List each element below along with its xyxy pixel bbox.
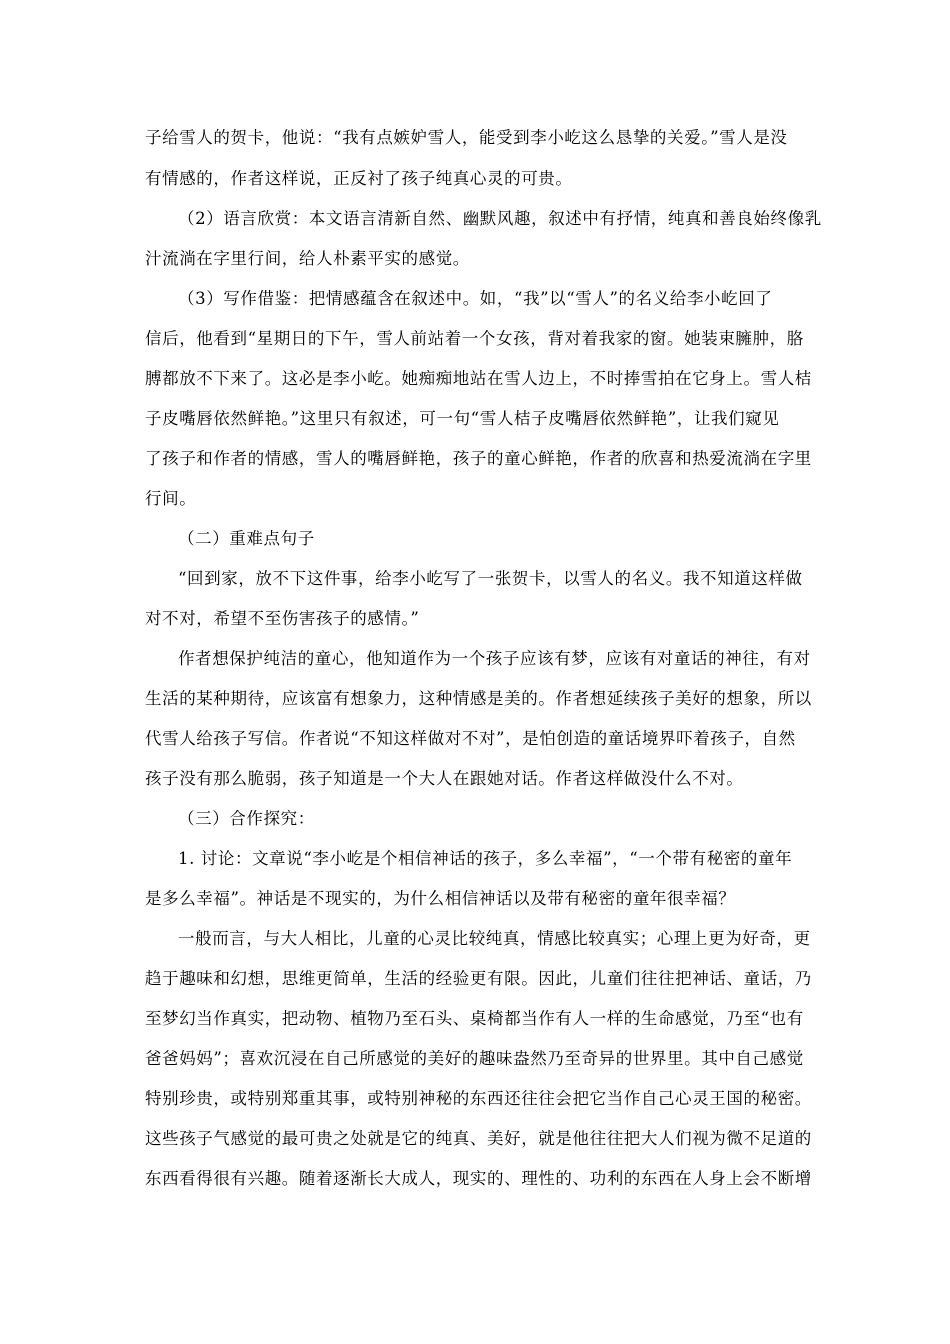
text-line: 子给雪人的贺卡，他说：“我有点嫉妒雪人，能受到李小屹这么恳挚的关爱。”雪人是没 (145, 128, 788, 147)
text-line: 汁流淌在字里行间，给人朴素平实的感觉。 (145, 249, 470, 268)
text-line: （2）语言欣赏：本文语言清新自然、幽默风趣，叙述中有抒情，纯真和善良始终像乳 (178, 209, 822, 228)
text-line: 信后，他看到“星期日的下午，雪人前站着一个女孩，背对着我家的窗。她装束臃肿，胳 (145, 329, 804, 348)
text-line: 了孩子和作者的情感，雪人的嘴唇鲜艳，孩子的童心鲜艳，作者的欣喜和热爱流淌在字里 (145, 449, 812, 468)
text-line: 子皮嘴唇依然鲜艳。”这里只有叙述，可一句“雪人桔子皮嘴唇依然鲜艳”，让我们窥见 (145, 409, 780, 428)
text-line: 东西看得很有兴趣。随着逐渐长大成人，现实的、理性的、功利的东西在人身上会不断增 (145, 1169, 812, 1188)
text-line: 生活的某种期待，应该富有想象力，这种情感是美的。作者想延续孩子美好的想象，所以 (145, 689, 812, 708)
text-line: 是多么幸福”。神话是不现实的，为什么相信神话以及带有秘密的童年很幸福？ (145, 889, 736, 908)
text-line: 膊都放不下来了。这必是李小屹。她痴痴地站在雪人边上，不时捧雪拍在它身上。雪人桔 (145, 369, 812, 388)
section-heading: （二）重难点句子 (178, 529, 315, 548)
text-line: 爸爸妈妈”；喜欢沉浸在自己所感觉的美好的趣味盎然乃至奇异的世界里。其中自己感觉 (145, 1049, 804, 1068)
text-line: 一般而言，与大人相比，儿童的心灵比较纯真，情感比较真实；心理上更为好奇，更 (178, 929, 811, 948)
text-line: 有情感的，作者这样说，正反衬了孩子纯真心灵的可贵。 (145, 169, 573, 188)
text-line: （3）写作借鉴：把情感蕴含在叙述中。如，“我”以“雪人”的名义给李小屹回了 (178, 289, 773, 308)
text-line: 代雪人给孩子写信。作者说“不知这样做对不对”，是怕创造的童话境界吓着孩子，自然 (145, 729, 796, 748)
text-line: 1. 讨论：文章说“李小屹是个相信神话的孩子，多么幸福”，“一个带有秘密的童年 (178, 849, 793, 868)
text-line: 至梦幻当作真实，把动物、植物乃至石头、桌椅都当作有人一样的生命感觉，乃至“也有 (145, 1009, 804, 1028)
text-line: 作者想保护纯洁的童心，他知道作为一个孩子应该有梦，应该有对童话的神往，有对 (178, 649, 811, 668)
text-line: 对不对，希望不至伤害孩子的感情。” (145, 609, 420, 628)
text-line: 孩子没有那么脆弱，孩子知道是一个大人在跟她对话。作者这样做没什么不对。 (145, 769, 744, 788)
text-line: 特别珍贵，或特别郑重其事，或特别神秘的东西还往往会把它当作自己心灵王国的秘密。 (145, 1089, 812, 1108)
text-line: “回到家，放不下这件事，给李小屹写了一张贺卡，以雪人的名义。我不知道这样做 (178, 569, 803, 588)
section-heading: （三）合作探究： (178, 809, 315, 828)
text-line: 行间。 (145, 489, 197, 508)
text-line: 趋于趣味和幻想，思维更简单，生活的经验更有限。因此，儿童们往往把神话、童话，乃 (145, 969, 812, 988)
text-line: 这些孩子气感觉的最可贵之处就是它的纯真、美好，就是他往往把大人们视为微不足道的 (145, 1129, 812, 1148)
